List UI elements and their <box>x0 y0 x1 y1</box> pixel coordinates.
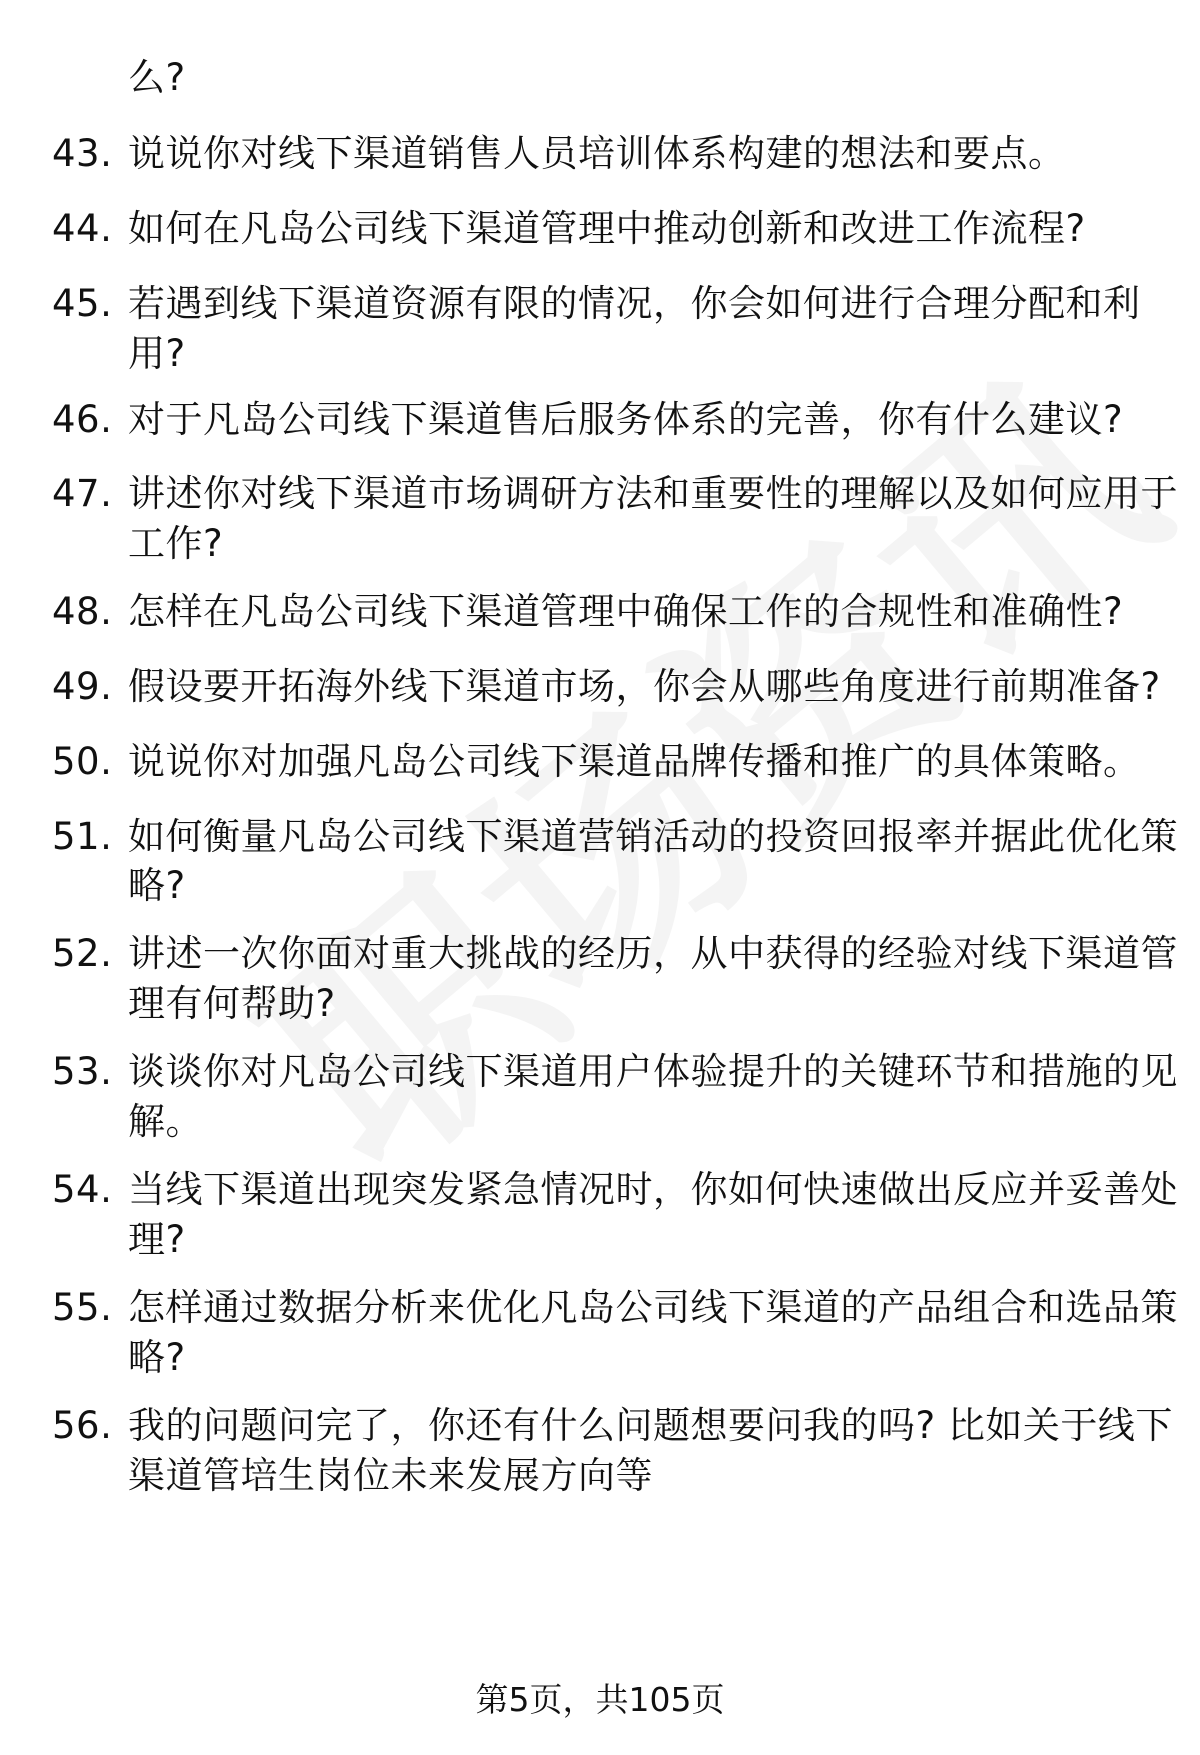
question-number: 49. <box>52 665 113 708</box>
question-text-line: 当线下渠道出现突发紧急情况时，你如何快速做出反应并妥善处 <box>128 1168 1178 1211</box>
question-text-line: 解。 <box>128 1100 203 1143</box>
question-text-line: 么? <box>128 56 186 99</box>
question-text-line: 假设要开拓海外线下渠道市场，你会从哪些角度进行前期准备? <box>128 665 1161 708</box>
question-text-line: 如何在凡岛公司线下渠道管理中推动创新和改进工作流程? <box>128 207 1086 250</box>
question-number: 44. <box>52 207 113 250</box>
question-number: 46. <box>52 398 113 441</box>
question-text-line: 我的问题问完了，你还有什么问题想要问我的吗? 比如关于线下 <box>128 1404 1173 1447</box>
question-text-line: 怎样在凡岛公司线下渠道管理中确保工作的合规性和准确性? <box>128 590 1124 633</box>
question-number: 45. <box>52 282 113 325</box>
question-text-line: 略? <box>128 1336 186 1379</box>
question-text-line: 怎样通过数据分析来优化凡岛公司线下渠道的产品组合和选品策 <box>128 1286 1178 1329</box>
question-number: 56. <box>52 1404 113 1447</box>
question-number: 51. <box>52 815 113 858</box>
question-text-line: 理有何帮助? <box>128 982 336 1025</box>
page-footer: 第5页，共105页 <box>475 1680 725 1719</box>
question-number: 48. <box>52 590 113 633</box>
question-number: 54. <box>52 1168 113 1211</box>
question-text-line: 说说你对线下渠道销售人员培训体系构建的想法和要点。 <box>128 132 1066 175</box>
question-text-line: 工作? <box>128 522 224 565</box>
question-text-line: 谈谈你对凡岛公司线下渠道用户体验提升的关键环节和措施的见 <box>128 1050 1178 1093</box>
question-text-line: 若遇到线下渠道资源有限的情况，你会如何进行合理分配和利 <box>128 282 1141 325</box>
question-text-line: 用? <box>128 332 186 375</box>
question-text-line: 渠道管培生岗位未来发展方向等 <box>128 1454 653 1497</box>
question-text-line: 讲述你对线下渠道市场调研方法和重要性的理解以及如何应用于 <box>128 472 1178 515</box>
question-number: 52. <box>52 932 113 975</box>
question-text-line: 讲述一次你面对重大挑战的经历，从中获得的经验对线下渠道管 <box>128 932 1178 975</box>
question-text-line: 略? <box>128 864 186 907</box>
question-number: 50. <box>52 740 113 783</box>
question-number: 53. <box>52 1050 113 1093</box>
question-text-line: 对于凡岛公司线下渠道售后服务体系的完善，你有什么建议? <box>128 398 1124 441</box>
question-text-line: 如何衡量凡岛公司线下渠道营销活动的投资回报率并据此优化策 <box>128 815 1178 858</box>
question-text-line: 说说你对加强凡岛公司线下渠道品牌传播和推广的具体策略。 <box>128 740 1141 783</box>
question-number: 47. <box>52 472 113 515</box>
question-text-line: 理? <box>128 1218 186 1261</box>
question-number: 55. <box>52 1286 113 1329</box>
question-number: 43. <box>52 132 113 175</box>
